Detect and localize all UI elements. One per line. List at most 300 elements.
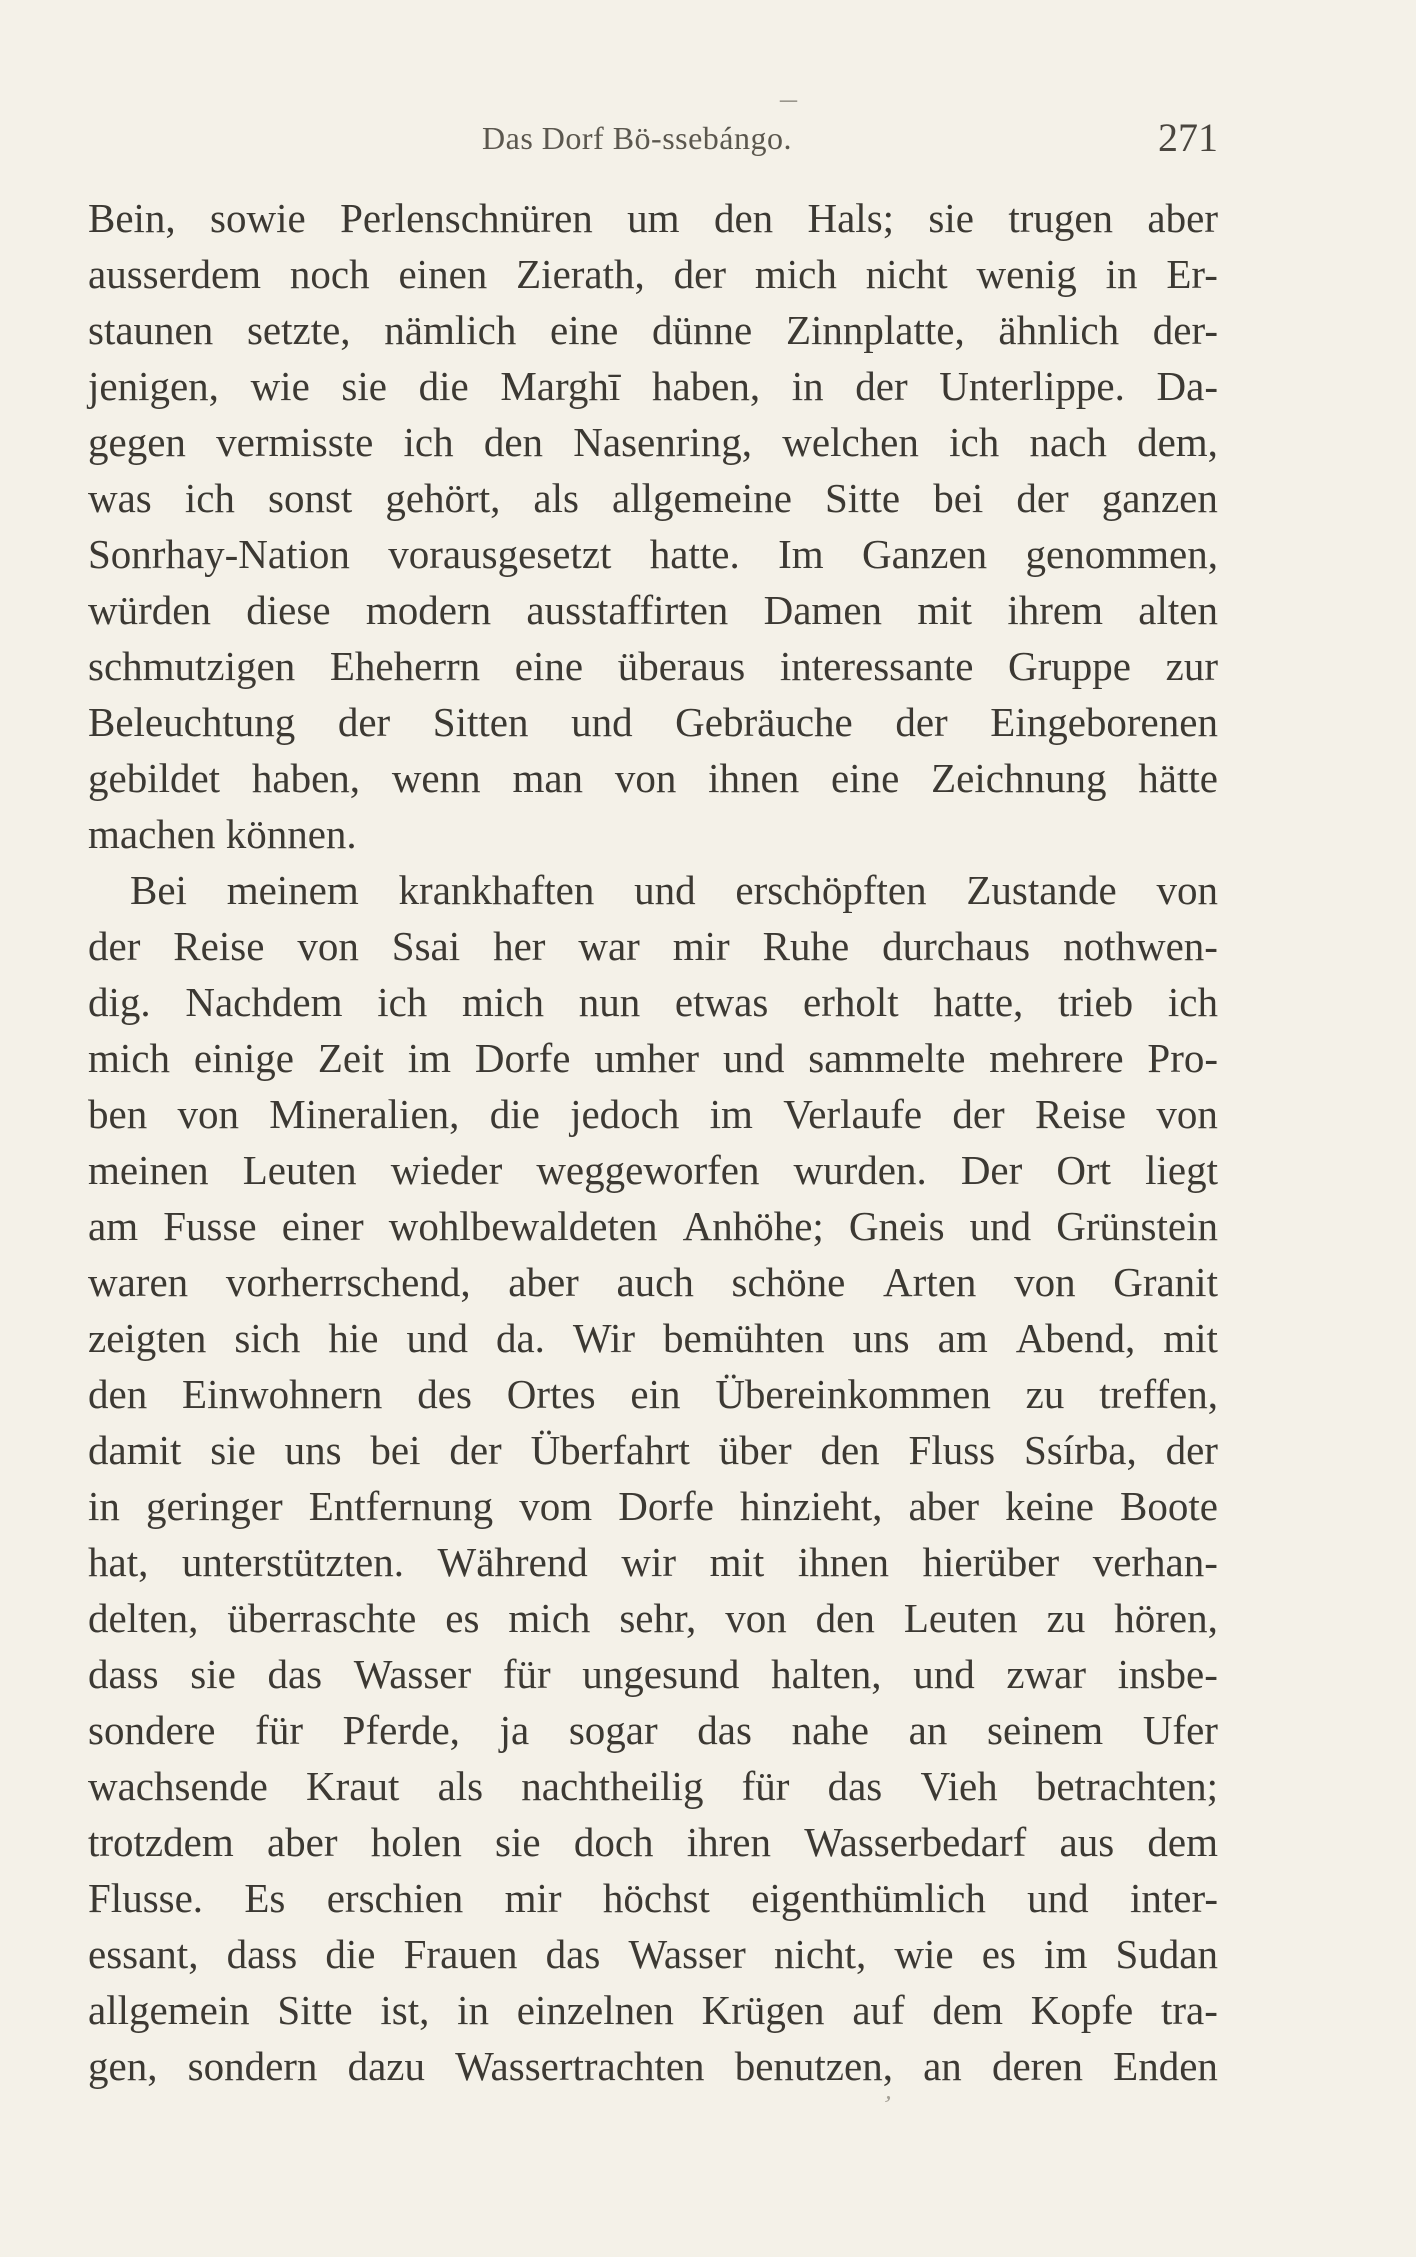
word: Wasser [353, 1651, 472, 1697]
word: uns [852, 1315, 910, 1361]
word: trieb [1058, 979, 1134, 1025]
running-head: Das Dorf Bö-ssebángo. [482, 120, 792, 156]
word: Ganzen [861, 531, 988, 577]
word: Bein, [88, 195, 176, 241]
text-line [88, 1142, 1218, 1198]
word: wieder [390, 1147, 503, 1193]
word: und [634, 867, 696, 913]
word: bei [370, 1427, 421, 1473]
word: dass [88, 1651, 159, 1697]
word: ungesund [582, 1651, 740, 1697]
word: nun [578, 979, 641, 1025]
word: erschien [326, 1875, 464, 1921]
text-line [88, 1926, 1218, 1982]
word: dünne [652, 307, 753, 353]
word: dem, [1137, 419, 1218, 465]
word: Sonrhay-Nation [88, 531, 350, 577]
word: damit [88, 1427, 182, 1473]
word: modern [365, 587, 492, 633]
word: sonst [267, 475, 353, 521]
word: würden [88, 587, 211, 633]
page-number: 271 [1158, 115, 1218, 160]
word: umher [594, 1035, 700, 1081]
word: wenn [391, 755, 481, 801]
word: Pferde, [342, 1707, 460, 1753]
body-text [88, 190, 1218, 2094]
word: von [1156, 867, 1218, 913]
word: Eheherrn [329, 643, 481, 689]
word: allgemeine [612, 475, 792, 521]
word: hatte. [649, 531, 740, 577]
text-line [88, 1534, 1218, 1590]
word: alten [1138, 587, 1218, 633]
top-mark: – [780, 80, 797, 117]
word: sondere [88, 1707, 216, 1753]
word: Zierath, [516, 251, 645, 297]
word: sondern [187, 2043, 318, 2089]
word: im [407, 1035, 452, 1081]
page-header [88, 110, 1218, 170]
word: Einwohnern [182, 1371, 383, 1417]
word: unterstützten. [181, 1539, 404, 1585]
word: eigenthümlich [751, 1875, 986, 1921]
word: tra- [1160, 1987, 1218, 2033]
word: wie [250, 363, 310, 409]
word: Wasserbedarf [804, 1819, 1027, 1865]
word: Kraut [306, 1763, 400, 1809]
word: noch [289, 251, 370, 297]
word: das [697, 1707, 752, 1753]
word: gebildet [88, 755, 221, 801]
word: eine [514, 643, 584, 689]
word: jedoch [570, 1091, 680, 1137]
word: Zeit [317, 1035, 384, 1081]
word: Marghī [500, 363, 621, 409]
word: ein [630, 1371, 681, 1417]
word: den [815, 1595, 875, 1641]
word: haben, [651, 363, 761, 409]
word: ich [949, 419, 1000, 465]
word: vom [519, 1483, 593, 1529]
word: mich [88, 1035, 170, 1081]
word: Da- [1156, 363, 1218, 409]
word: bemühten [663, 1315, 825, 1361]
word: an [908, 1707, 948, 1753]
word: haben, [251, 755, 361, 801]
word: mich [462, 979, 544, 1025]
word: krankhaften [398, 867, 595, 913]
word: den [820, 1427, 880, 1473]
word: im [709, 1091, 753, 1137]
text-line [88, 358, 1218, 414]
word: Abend, [1015, 1315, 1136, 1361]
word: Leuten [242, 1147, 357, 1193]
word: Reise [1035, 1091, 1127, 1137]
word: wie [894, 1931, 954, 1977]
word: hätte [1138, 755, 1218, 801]
word: uns [284, 1427, 342, 1473]
text-line [88, 1198, 1218, 1254]
text-line [88, 1982, 1218, 2038]
word: Boote [1120, 1483, 1218, 1529]
word: Gneis [848, 1203, 945, 1249]
word: das [545, 1931, 601, 1977]
text-line [88, 1310, 1218, 1366]
word: höchst [602, 1875, 710, 1921]
word: der [337, 699, 391, 745]
word: Wasser [628, 1931, 746, 1977]
word: Anhöhe; [682, 1203, 824, 1249]
word: den [713, 195, 774, 241]
word: am [88, 1203, 139, 1249]
text-line [88, 2038, 1218, 2094]
word: doch [573, 1819, 654, 1865]
word: dig. [88, 979, 151, 1025]
word: Ssírba, [1023, 1427, 1137, 1473]
word: den [88, 1371, 148, 1417]
word: welchen [782, 419, 919, 465]
word: setzte, [246, 307, 351, 353]
word: der [1016, 475, 1069, 521]
word: Gebräuche [675, 699, 853, 745]
text-line [88, 470, 1218, 526]
word: für [502, 1651, 551, 1697]
word: und [406, 1315, 468, 1361]
word: nach [1029, 419, 1107, 465]
word: hören, [1114, 1595, 1218, 1641]
word: aber [508, 1259, 579, 1305]
word: Unterlippe. [939, 363, 1125, 409]
word: Es [244, 1875, 286, 1921]
word: Flusse. [88, 1875, 204, 1921]
word: ihren [686, 1819, 771, 1865]
word: überraschte [227, 1595, 417, 1641]
word: für [741, 1763, 790, 1809]
word: nahe [791, 1707, 869, 1753]
text-line [88, 918, 1218, 974]
word: Gruppe [1008, 643, 1131, 689]
word: ich [184, 475, 235, 521]
word: benutzen, [734, 2043, 893, 2089]
word: ich [377, 979, 428, 1025]
word: es [981, 1931, 1016, 1977]
word: keine [1005, 1483, 1094, 1529]
word: Hals; [807, 195, 895, 241]
word: Vieh [920, 1763, 998, 1809]
word: durchaus [882, 923, 1031, 969]
word: sie [495, 1819, 541, 1865]
word: wurden. [793, 1147, 927, 1193]
word: über [718, 1427, 792, 1473]
word: Beleuchtung [88, 699, 296, 745]
word: schmutzigen [88, 643, 296, 689]
word: vorherrschend, [225, 1259, 471, 1305]
word: in [88, 1483, 120, 1529]
word: sie [928, 195, 974, 241]
word: dem [932, 1987, 1004, 2033]
text-line [88, 1030, 1218, 1086]
word: der [88, 923, 141, 969]
text-line [88, 1590, 1218, 1646]
word: seinem [987, 1707, 1104, 1753]
word: mit [917, 587, 973, 633]
word: ausserdem [88, 251, 262, 297]
text-line [88, 414, 1218, 470]
word: was [88, 475, 152, 521]
word: der [895, 699, 948, 745]
word: sehr, [619, 1595, 697, 1641]
word: Zeichnung [931, 755, 1107, 801]
word: ich [403, 419, 454, 465]
word: Im [778, 531, 824, 577]
word: eine [550, 307, 619, 353]
word: und [913, 1651, 975, 1697]
word: und [571, 699, 633, 745]
word: bei [933, 475, 984, 521]
word: mir [504, 1875, 562, 1921]
word: hat, [88, 1539, 149, 1585]
word: des [417, 1371, 472, 1417]
word: Fusse [163, 1203, 257, 1249]
word: genommen, [1025, 531, 1218, 577]
text-line [88, 246, 1218, 302]
text-line [88, 750, 1218, 806]
word: auch [616, 1259, 694, 1305]
word: der [952, 1091, 1005, 1137]
word: zu [1046, 1595, 1086, 1641]
word: von [177, 1091, 239, 1137]
word: auf [852, 1987, 905, 2033]
word: ist, [380, 1987, 430, 2033]
word: zur [1165, 643, 1218, 689]
word: von [297, 923, 359, 969]
word: war [578, 923, 640, 969]
word: den [483, 419, 544, 465]
word: für [255, 1707, 303, 1753]
word: sie [210, 1427, 256, 1473]
word: Nasenring, [573, 419, 753, 465]
word: interessante [779, 643, 974, 689]
word: am [937, 1315, 988, 1361]
word: erschöpften [735, 867, 927, 913]
word: deren [991, 2043, 1084, 2089]
word: eine [831, 755, 900, 801]
word: man [512, 755, 584, 801]
word: mich [508, 1595, 591, 1641]
text-line [88, 1758, 1218, 1814]
word: Ssai [391, 923, 461, 969]
word: aus [1059, 1819, 1115, 1865]
word: Dorfe [474, 1035, 571, 1081]
word: treffen, [1099, 1371, 1218, 1417]
word: Frauen [403, 1931, 518, 1977]
word: Ortes [506, 1371, 596, 1417]
text-line [88, 1366, 1218, 1422]
word: aber [266, 1819, 338, 1865]
word: wenig [976, 251, 1077, 297]
text-line [88, 1086, 1218, 1142]
text-line [88, 1814, 1218, 1870]
word: Überfahrt [530, 1427, 690, 1473]
word: Krügen [701, 1987, 825, 2033]
word: delten, [88, 1595, 199, 1641]
word: die [418, 363, 469, 409]
bottom-mark: ʼ [878, 2089, 895, 2120]
word: meinem [226, 867, 359, 913]
word: insbe- [1117, 1651, 1218, 1697]
text-line [88, 1422, 1218, 1478]
word: Mineralien, [269, 1091, 460, 1137]
word: hie [328, 1315, 379, 1361]
word: an [923, 2043, 962, 2089]
word: trugen [1008, 195, 1114, 241]
word: Reise [173, 923, 265, 969]
word: nicht [865, 251, 948, 297]
word: der [1165, 1427, 1218, 1473]
word: Damen [763, 587, 883, 633]
word: Kopfe [1030, 1987, 1134, 2033]
word: wachsende [88, 1763, 268, 1809]
word: Zustande [966, 867, 1117, 913]
word: Der [960, 1147, 1023, 1193]
word: Dorfe [618, 1483, 714, 1529]
word: holen [370, 1819, 462, 1865]
word: essant, [88, 1931, 199, 1977]
word: mit [1163, 1315, 1218, 1361]
word: hinzieht, [740, 1483, 883, 1529]
word: Übereinkommen [715, 1371, 991, 1417]
word: nämlich [384, 307, 517, 353]
word: Pro- [1147, 1035, 1218, 1081]
word: und [1027, 1875, 1089, 1921]
word: Sitten [432, 699, 529, 745]
word: betrachten; [1035, 1763, 1218, 1809]
word: das [827, 1763, 883, 1809]
word: in [1105, 251, 1138, 297]
word: Er- [1166, 251, 1218, 297]
word: ganzen [1101, 475, 1218, 521]
word: meinen [88, 1147, 209, 1193]
word: Arten [883, 1259, 977, 1305]
word: Sudan [1115, 1931, 1218, 1977]
word: Grünstein [1056, 1203, 1218, 1249]
word: in [791, 363, 824, 409]
word: Granit [1113, 1259, 1218, 1305]
word: gen, [88, 2043, 158, 2089]
word: Wir [572, 1315, 636, 1361]
text-line [88, 1870, 1218, 1926]
word: im [1044, 1931, 1088, 1977]
word: sowie [210, 195, 306, 241]
word: sich [234, 1315, 301, 1361]
text-line [88, 1478, 1218, 1534]
text-line [88, 582, 1218, 638]
word: einer [281, 1203, 364, 1249]
word: trotzdem [88, 1819, 234, 1865]
word: jenigen, [88, 363, 219, 409]
word: die [489, 1091, 540, 1137]
text-line: machen können. [88, 811, 357, 857]
word: mir [672, 923, 730, 969]
word: Perlenschnüren [340, 195, 593, 241]
word: von [725, 1595, 787, 1641]
word: ihnen [797, 1539, 889, 1585]
word: gegen [88, 419, 186, 465]
word: Fluss [908, 1427, 996, 1473]
word: als [533, 475, 579, 521]
word: Eingeborenen [990, 699, 1218, 745]
word: Sitte [824, 475, 901, 521]
word: dass [226, 1931, 298, 1977]
word: ausstaffirten [526, 587, 729, 633]
word: sammelte [808, 1035, 966, 1081]
word: erholt [803, 979, 899, 1025]
word: einen [398, 251, 488, 297]
word: die [325, 1931, 376, 1977]
word: Ruhe [762, 923, 850, 969]
word: hatte, [933, 979, 1024, 1025]
word: zwar [1006, 1651, 1087, 1697]
word: der- [1152, 307, 1218, 353]
word: allgemein [88, 1987, 250, 2033]
word: wir [621, 1539, 677, 1585]
word: Sitte [277, 1987, 353, 2033]
word: weggeworfen [536, 1147, 760, 1193]
word: das [267, 1651, 323, 1697]
word: der [855, 363, 908, 409]
word: Nachdem [185, 979, 343, 1025]
word: vorausgesetzt [388, 531, 612, 577]
word: hierüber [922, 1539, 1060, 1585]
word: ben [88, 1091, 148, 1137]
text-line [88, 862, 1218, 918]
word: ihrem [1007, 587, 1103, 633]
word: geringer [146, 1483, 283, 1529]
word: Enden [1113, 2043, 1218, 2089]
word: Verlaufe [783, 1091, 923, 1137]
word: einzelnen [516, 1987, 674, 2033]
word: mehrere [989, 1035, 1124, 1081]
word: etwas [674, 979, 769, 1025]
word: von [614, 755, 677, 801]
word: zeigten [88, 1315, 207, 1361]
word: verhan- [1092, 1539, 1218, 1585]
word: ich [1167, 979, 1218, 1025]
word: Entfernung [308, 1483, 494, 1529]
word: inter- [1130, 1875, 1218, 1921]
word: nothwen- [1063, 923, 1218, 969]
text-line [88, 974, 1218, 1030]
text-line [88, 694, 1218, 750]
word: und [722, 1035, 785, 1081]
text-line [88, 526, 1218, 582]
word: vermisste [216, 419, 374, 465]
word: sogar [568, 1707, 658, 1753]
text-line [88, 1646, 1218, 1702]
word: der [449, 1427, 502, 1473]
word: es [445, 1595, 480, 1641]
text-line [88, 1254, 1218, 1310]
word: einige [193, 1035, 295, 1081]
word: überaus [617, 643, 746, 689]
word: liegt [1145, 1147, 1218, 1193]
word: um [627, 195, 680, 241]
text-line [88, 638, 1218, 694]
word: und [969, 1203, 1032, 1249]
word: Ufer [1142, 1707, 1218, 1753]
word: zu [1025, 1371, 1065, 1417]
word: Bei [130, 867, 187, 913]
